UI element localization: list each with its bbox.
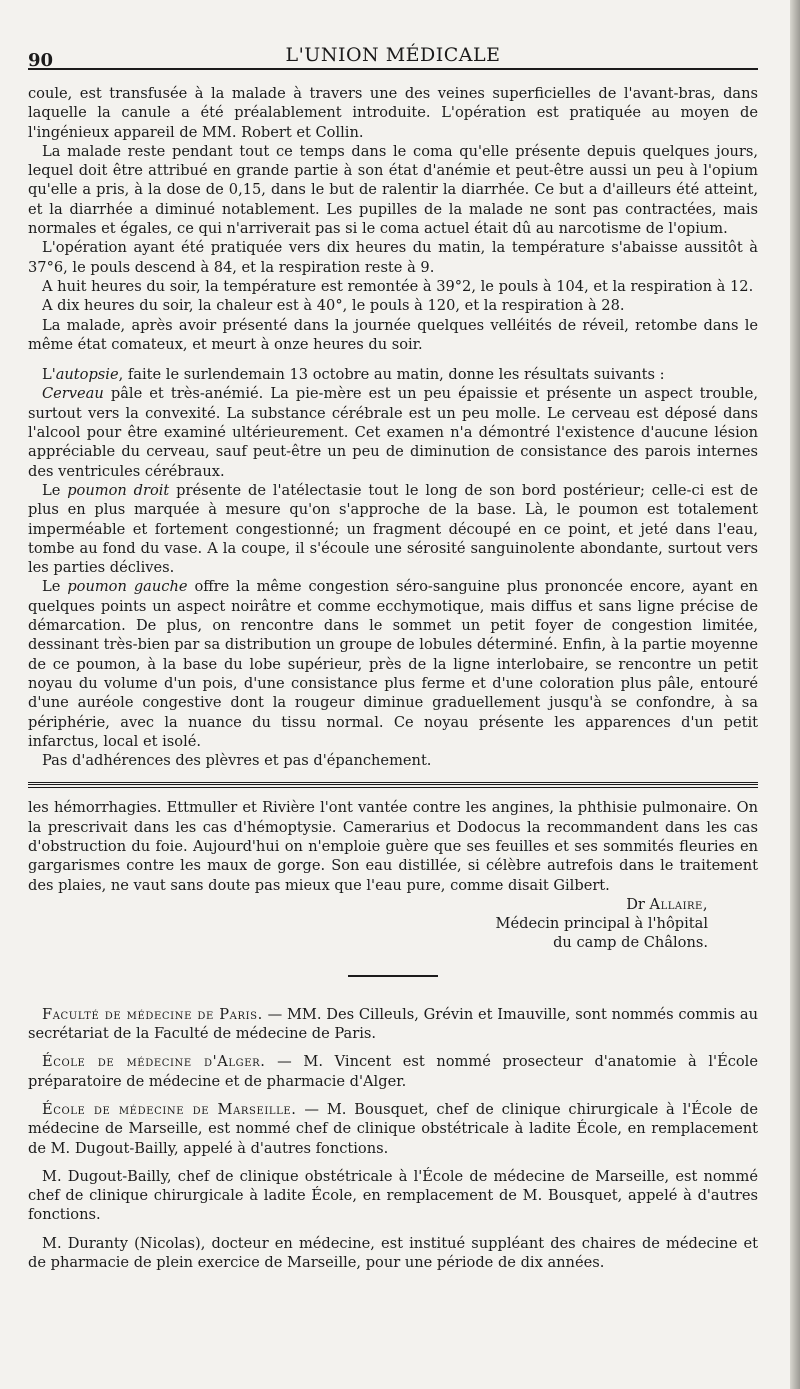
paragraph-eight-pm: A huit heures du soir, la température est remontée à 39°2, le pouls à 104, et la respiration à 12. <box>42 277 754 295</box>
signature-location: du camp de Châlons. <box>553 934 708 952</box>
signature-position: Médecin principal à l'hôpital <box>495 915 708 933</box>
feuilleton-section <box>28 798 758 952</box>
paragraph-operation: L'opération ayant été pratiquée vers dix heures du matin, la température s'abaisse aussitôt à 37°6, le pouls descend à 84, et la respiration reste à 9. <box>28 239 758 276</box>
paragraph-plevres: Pas d'adhérences des plèvres et pas d'épanchement. <box>42 752 432 770</box>
paragraph-transfusion: coule, est transfusée à la malade à travers une des veines superficielles de l'avant-bras, dans laquelle la canule a été préalablement introduite. L'opération est pratiquée au moyen de l'ingénieux appareil de MM. Robert et Collin. <box>28 85 758 141</box>
section-divider <box>348 975 438 977</box>
autopsy-section <box>28 365 758 770</box>
running-title: L'UNION MÉDICALE <box>285 44 501 66</box>
news-section <box>28 1005 758 1273</box>
news-item-alger: École de médecine d'Alger. — M. Vincent est nommé prosecteur d'anatomie à l'École préparatoire de médecine et de pharmacie d'Alger. <box>28 1053 758 1090</box>
paragraph-coma: La malade reste pendant tout ce temps dans le coma qu'elle présente depuis quelques jours, lequel doit être attribué en grande partie à son état d'anémie et peut-être aussi un peu à l'opium qu'elle a pris, à la dose de 0,15, dans le but de ralentir la diarrhée. Ce but a d'ailleurs été atteint, et la diarrhée a diminué notablement. Les pupilles de la malade ne sont pas contractées, mais normales et égales, ce qui n'arriverait pas si le coma actuel était dû au narcotisme de l'opium. <box>28 142 758 238</box>
observation-section <box>28 84 758 354</box>
signature-block <box>28 895 708 953</box>
signature-name: Allaire, <box>649 895 708 913</box>
paragraph-poumon-gauche: Le poumon gauche offre la même congestion séro-sanguine plus prononcée encore, ayant en quelques points un aspect noirâtre et comme ecchymotique, mais diffus et sans ligne précise de démarcation. De plus, on rencontre dans le sommet un petit foyer de congestion limitée, dessinant très-bien par sa distribution un groupe de lobules déterminé. Enfin, à la partie moyenne de ce poumon, à la base du lobe supérieur, près de la ligne interlobaire, se rencontre un petit noyau du volume d'un pois, d'une consistance plus ferme et d'une coloration plus pâle, entouré d'une auréole congestive dont la rougeur diminue graduellement jusqu'à se confondre, à sa périphérie, avec la nuance du tissu normal. Ce noyau présente les apparences d'un petit infarctus, local et isolé. <box>28 578 758 750</box>
feuilleton-divider <box>28 782 758 788</box>
page-edge-shadow <box>790 0 800 1389</box>
news-item-duranty: M. Duranty (Nicolas), docteur en médecine, est institué suppléant des chaires de médecine et de pharmacie de plein exercice de Marseille, pour une période de dix années. <box>28 1234 758 1272</box>
paragraph-death: La malade, après avoir présenté dans la journée quelques velléités de réveil, retombe dans le même état comateux, et meurt à onze heures du soir. <box>28 316 758 353</box>
news-item-marseille: École de médecine de Marseille. — M. Bousquet, chef de clinique chirurgicale à l'École de médecine de Marseille, est nommé chef de clinique obstétricale à ladite École, en remplacement de M. Dugout-Bailly, appelé à d'autres fonctions. <box>28 1100 758 1157</box>
news-item-dugout-bailly: M. Dugout-Bailly, chef de clinique obstétricale à l'École de médecine de Marseille, est nommé chef de clinique chirurgicale à ladite École, en remplacement de M. Bousquet, appelé à d'autres fonctions. <box>28 1167 758 1224</box>
news-item-paris: Faculté de médecine de Paris. — MM. Des Cilleuls, Grévin et Imauville, sont nommés commis au secrétariat de la Faculté de médecine de Paris. <box>28 1005 758 1043</box>
paragraph-poumon-droit: Le poumon droit présente de l'atélectasie tout le long de son bord postérieur; celle-ci est de plus en plus marquée à mesure qu'on s'approche de la base. Là, le poumon est totalement imperméable et fortement congestionné; un fragment découpé en ce point, et jeté dans l'eau, tombe au fond du vase. A la coupe, il s'écoule une sérosité sanguinolente abondante, surtout vers les parties déclives. <box>28 481 758 577</box>
header-rule <box>28 68 758 70</box>
paragraph-feuilleton: les hémorrhagies. Ettmuller et Rivière l'ont vantée contre les angines, la phthisie pulmonaire. On la prescrivait dans les cas d'hémoptysie. Camerarius et Dodocus la recommandent dans les cas d'obstruction du foie. Aujourd'hui on n'emploie guère que ses feuilles et ses sommités fleuries en gargarismes contre les maux de gorge. Son eau distillée, si célèbre autrefois dans le traitement des plaies, ne vaut sans doute pas mieux que l'eau pure, comme disait Gilbert. <box>28 799 758 894</box>
paragraph-autopsy-intro: L'autopsie, faite le surlendemain 13 octobre au matin, donne les résultats suivants : <box>42 366 665 384</box>
signature-title: Dr <box>626 895 645 913</box>
paragraph-cerveau: Cerveau pâle et très-anémié. La pie-mère est un peu épaissie et présente un aspect trouble, surtout vers la convexité. La substance cérébrale est un peu molle. Le cerveau est déposé dans l'alcool pour être examiné ultérieurement. Cet examen n'a démontré l'existence d'aucune lésion appréciable du cerveau, sauf peut-être un peu de diminution de consistance des parois internes des ventricules cérébraux. <box>28 385 758 480</box>
paragraph-ten-pm: A dix heures du soir, la chaleur est à 40°, le pouls à 120, et la respiration à 28. <box>42 297 625 315</box>
page-header <box>28 0 758 71</box>
page-number: 90 <box>28 50 54 71</box>
